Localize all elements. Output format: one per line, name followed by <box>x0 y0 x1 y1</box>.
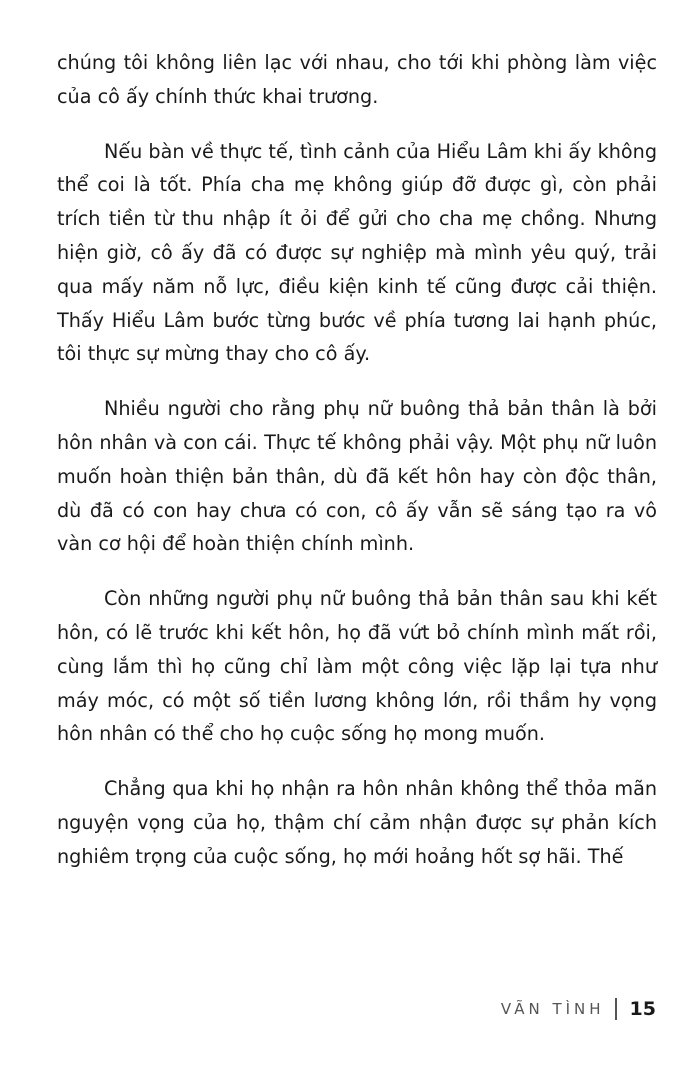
page-number: 15 <box>629 998 656 1020</box>
paragraph-3: Nhiều người cho rằng phụ nữ buông thả bản thân là bởi hôn nhân và con cái. Thực tế không phải vậy. Một phụ nữ luôn muốn hoàn thiện bản thân, dù đã kết hôn hay còn độc thân, dù đã có con hay chưa có con, cô ấy vẫn sẽ sáng tạo ra vô vàn cơ hội để hoàn thiện chính mình. <box>57 397 657 556</box>
paragraph-4: Còn những người phụ nữ buông thả bản thân sau khi kết hôn, có lẽ trước khi kết hôn, họ đã vứt bỏ chính mình mất rồi, cùng lắm thì họ cũng chỉ làm một công việc lặp lại tựa như máy móc, có một số tiền lương không lớn, rồi thầm hy vọng hôn nhân có thể cho họ cuộc sống họ mong muốn. <box>57 587 657 746</box>
paragraph-1: chúng tôi không liên lạc với nhau, cho tới khi phòng làm việc của cô ấy chính thức khai trương. <box>57 51 657 108</box>
page-body <box>57 46 657 895</box>
footer-separator <box>615 998 617 1020</box>
running-footer <box>501 998 656 1020</box>
paragraph-2: Nếu bàn về thực tế, tình cảnh của Hiểu Lâm khi ấy không thể coi là tốt. Phía cha mẹ không giúp đỡ được gì, còn phải trích tiền từ thu nhập ít ỏi để gửi cho cha mẹ chồng. Nhưng hiện giờ, cô ấy đã có được sự nghiệp mà mình yêu quý, trải qua mấy năm nỗ lực, điều kiện kinh tế cũng được cải thiện. Thấy Hiểu Lâm bước từng bước về phía tương lai hạnh phúc, tôi thực sự mừng thay cho cô ấy. <box>57 139 657 366</box>
paragraph-5: Chẳng qua khi họ nhận ra hôn nhân không thể thỏa mãn nguyện vọng của họ, thậm chí cảm nhận được sự phản kích nghiêm trọng của cuộc sống, họ mới hoảng hốt sợ hãi. Thế <box>57 777 657 868</box>
footer-author: VÃN TÌNH <box>500 1000 605 1018</box>
